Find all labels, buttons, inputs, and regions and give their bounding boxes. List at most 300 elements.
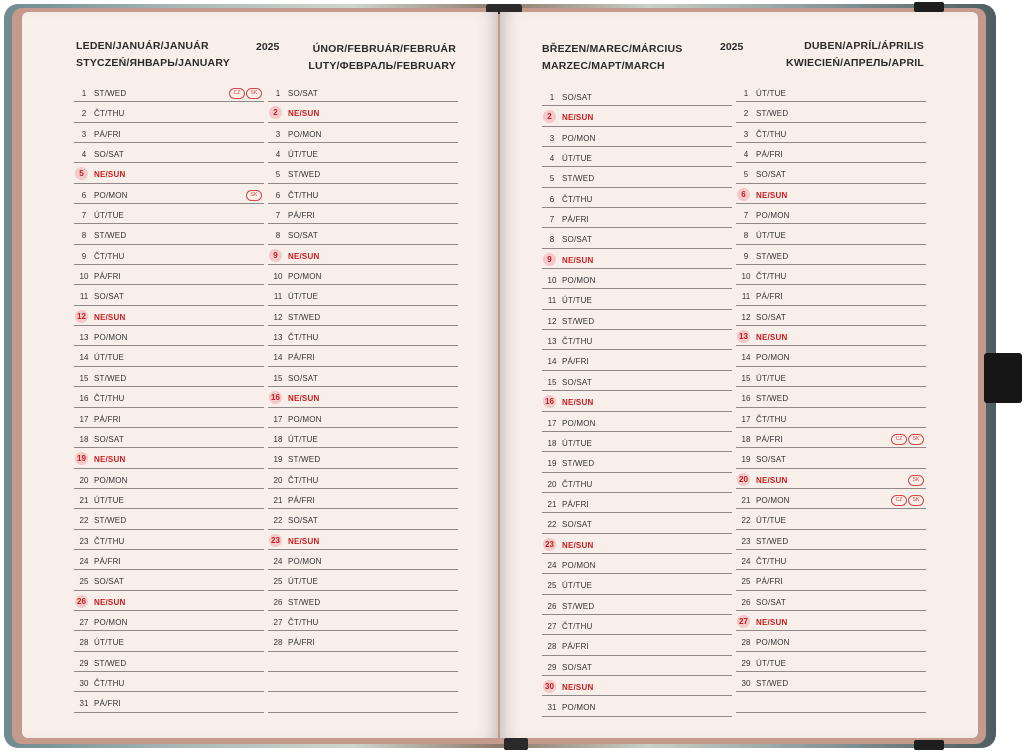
day-number: 29 xyxy=(741,658,751,668)
weekday-label: ST/WED xyxy=(756,251,789,261)
day-number: 3 xyxy=(743,129,749,139)
day-number: 17 xyxy=(741,414,751,424)
day-list-january xyxy=(74,82,264,713)
day-row-sunday[interactable] xyxy=(736,326,926,346)
day-row[interactable] xyxy=(736,102,926,122)
day-row[interactable] xyxy=(74,245,264,265)
day-row[interactable] xyxy=(736,387,926,407)
day-row[interactable] xyxy=(736,367,926,387)
day-number: 6 xyxy=(549,194,555,204)
day-row[interactable] xyxy=(736,428,926,448)
right-page xyxy=(500,12,978,738)
weekday-label: PO/MON xyxy=(562,276,596,286)
weekday-label: ČT/THU xyxy=(94,678,125,688)
day-number: 28 xyxy=(79,638,89,648)
bookmark-ribbon-end xyxy=(504,738,528,750)
weekday-label: ÚT/TUE xyxy=(756,89,787,98)
day-row[interactable] xyxy=(736,530,926,550)
month-header-january xyxy=(76,38,230,72)
day-number: 3 xyxy=(549,133,555,143)
day-number: 20 xyxy=(547,479,557,489)
day-number: 5 xyxy=(743,170,749,180)
month-header-march xyxy=(542,41,683,75)
day-row[interactable] xyxy=(542,696,732,716)
day-row[interactable] xyxy=(74,265,264,285)
day-row[interactable] xyxy=(542,554,732,574)
day-row[interactable] xyxy=(74,408,264,428)
day-row[interactable] xyxy=(268,631,458,651)
weekday-label: PO/MON xyxy=(94,475,128,485)
day-number: 17 xyxy=(273,414,283,424)
weekday-label: NE/SUN xyxy=(288,109,320,119)
day-number: 17 xyxy=(547,418,557,428)
day-row[interactable] xyxy=(74,123,264,143)
day-number: 24 xyxy=(273,556,283,566)
day-row[interactable] xyxy=(74,489,264,509)
day-number: 14 xyxy=(79,353,89,363)
day-row[interactable] xyxy=(736,550,926,570)
day-number: 9 xyxy=(81,251,87,261)
day-row-sunday[interactable] xyxy=(268,245,458,265)
weekday-label: NE/SUN xyxy=(94,312,126,322)
weekday-label: ST/WED xyxy=(288,455,321,465)
weekday-label: NE/SUN xyxy=(756,190,788,200)
day-row-sunday[interactable] xyxy=(542,391,732,411)
day-row[interactable] xyxy=(74,184,264,204)
day-row[interactable] xyxy=(74,346,264,366)
day-number: 27 xyxy=(273,617,283,627)
day-row[interactable] xyxy=(736,265,926,285)
day-row-sunday[interactable] xyxy=(74,591,264,611)
day-row-sunday[interactable] xyxy=(74,306,264,326)
day-number: 5 xyxy=(549,174,555,184)
day-number: 29 xyxy=(547,662,557,672)
day-row[interactable] xyxy=(268,224,458,244)
day-row[interactable] xyxy=(542,513,732,533)
weekday-label: ST/WED xyxy=(94,89,127,98)
day-row[interactable] xyxy=(268,346,458,366)
day-row[interactable] xyxy=(268,367,458,387)
day-number: 7 xyxy=(549,215,555,225)
day-number: 13 xyxy=(737,330,750,343)
weekday-label: ÚT/TUE xyxy=(756,373,787,383)
day-row[interactable] xyxy=(736,224,926,244)
day-row[interactable] xyxy=(74,387,264,407)
day-row[interactable] xyxy=(74,204,264,224)
day-row[interactable] xyxy=(736,346,926,366)
day-number: 27 xyxy=(737,615,750,628)
day-row[interactable] xyxy=(542,310,732,330)
weekday-label: SO/SAT xyxy=(288,231,318,241)
day-number: 31 xyxy=(547,703,557,713)
day-row[interactable] xyxy=(542,269,732,289)
weekday-label: PO/MON xyxy=(756,211,790,221)
day-row-sunday[interactable] xyxy=(74,163,264,183)
weekday-label: ST/WED xyxy=(288,312,321,322)
day-number: 3 xyxy=(275,129,281,139)
day-number: 19 xyxy=(741,455,751,465)
day-row[interactable] xyxy=(542,493,732,513)
day-number: 7 xyxy=(743,211,749,221)
weekday-label: ČT/THU xyxy=(562,194,593,204)
day-row[interactable] xyxy=(268,204,458,224)
day-row[interactable] xyxy=(74,652,264,672)
day-number: 15 xyxy=(547,377,557,387)
holiday-badge-icon: CZ xyxy=(891,434,907,445)
weekday-label: ST/WED xyxy=(756,678,789,688)
day-row[interactable] xyxy=(736,489,926,509)
day-row[interactable] xyxy=(74,509,264,529)
day-row[interactable] xyxy=(268,692,458,712)
weekday-label: NE/SUN xyxy=(756,617,788,627)
day-number: 11 xyxy=(547,296,557,306)
day-number: 2 xyxy=(81,109,87,119)
day-number: 10 xyxy=(741,272,751,282)
day-row[interactable] xyxy=(74,631,264,651)
weekday-label: SO/SAT xyxy=(94,577,124,587)
weekday-label: PO/MON xyxy=(94,617,128,627)
day-number: 9 xyxy=(543,253,556,266)
weekday-label: NE/SUN xyxy=(288,394,320,404)
day-number: 1 xyxy=(549,93,555,102)
day-row-sunday[interactable] xyxy=(268,102,458,122)
holiday-badges xyxy=(890,494,924,506)
day-number: 8 xyxy=(743,231,749,241)
day-row[interactable] xyxy=(268,489,458,509)
day-row[interactable] xyxy=(74,224,264,244)
day-row[interactable] xyxy=(542,615,732,635)
day-number: 25 xyxy=(79,577,89,587)
day-number: 7 xyxy=(275,211,281,221)
day-row[interactable] xyxy=(736,408,926,428)
holiday-badge-icon: SK xyxy=(908,475,924,486)
weekday-label: ČT/THU xyxy=(288,475,319,485)
holiday-badges xyxy=(890,433,924,445)
weekday-label: ST/WED xyxy=(288,170,321,180)
day-number: 13 xyxy=(79,333,89,343)
day-row[interactable] xyxy=(74,428,264,448)
year-label: 2025 xyxy=(256,41,280,53)
weekday-label: NE/SUN xyxy=(562,682,594,692)
day-number: 12 xyxy=(75,310,88,323)
weekday-label: ST/WED xyxy=(756,394,789,404)
day-number: 20 xyxy=(273,475,283,485)
weekday-label: ČT/THU xyxy=(94,109,125,119)
day-row[interactable] xyxy=(542,208,732,228)
day-row[interactable] xyxy=(736,245,926,265)
day-row[interactable] xyxy=(736,692,926,712)
month-title-line2: LUTY/ФЕВРАЛЬ/FEBRUARY xyxy=(308,60,456,72)
weekday-label: SO/SAT xyxy=(562,520,592,530)
weekday-label: ÚT/TUE xyxy=(756,658,787,668)
weekday-label: ČT/THU xyxy=(562,337,593,347)
month-title-line1: ÚNOR/FEBRUÁR/FEBRUÁR xyxy=(312,43,456,55)
day-number: 4 xyxy=(549,154,555,164)
weekday-label: NE/SUN xyxy=(288,536,320,546)
month-title-line1: BŘEZEN/MAREC/MÁRCIUS xyxy=(542,43,683,55)
day-row-sunday[interactable] xyxy=(736,469,926,489)
closure-elastic-band xyxy=(984,353,1022,403)
day-row[interactable] xyxy=(74,570,264,590)
day-row[interactable] xyxy=(268,265,458,285)
weekday-label: ST/WED xyxy=(288,597,321,607)
day-row[interactable] xyxy=(542,635,732,655)
weekday-label: ST/WED xyxy=(756,109,789,119)
day-row[interactable] xyxy=(736,570,926,590)
day-row[interactable] xyxy=(74,550,264,570)
day-row[interactable] xyxy=(542,412,732,432)
day-row[interactable] xyxy=(736,591,926,611)
weekday-label: SO/SAT xyxy=(756,312,786,322)
day-row-sunday[interactable] xyxy=(268,387,458,407)
day-row[interactable] xyxy=(542,86,732,106)
day-row[interactable] xyxy=(268,184,458,204)
day-row[interactable] xyxy=(736,672,926,692)
day-number: 19 xyxy=(75,452,88,465)
day-row[interactable] xyxy=(736,448,926,468)
day-row[interactable] xyxy=(268,123,458,143)
day-row[interactable] xyxy=(736,652,926,672)
weekday-label: SO/SAT xyxy=(288,89,318,98)
day-row[interactable] xyxy=(268,570,458,590)
day-number: 24 xyxy=(741,556,751,566)
day-number: 21 xyxy=(547,499,557,509)
day-number: 5 xyxy=(275,170,281,180)
day-number: 8 xyxy=(549,235,555,245)
day-row[interactable] xyxy=(736,285,926,305)
weekday-label: ST/WED xyxy=(94,658,127,668)
weekday-label: ČT/THU xyxy=(756,272,787,282)
day-row[interactable] xyxy=(542,656,732,676)
day-number: 20 xyxy=(79,475,89,485)
day-row[interactable] xyxy=(268,591,458,611)
holiday-badges xyxy=(245,189,262,201)
day-row-sunday[interactable] xyxy=(74,448,264,468)
day-number: 18 xyxy=(547,438,557,448)
holiday-badge-icon: CZ xyxy=(891,495,907,506)
day-row[interactable] xyxy=(268,143,458,163)
day-row[interactable] xyxy=(74,367,264,387)
day-row[interactable] xyxy=(542,432,732,452)
weekday-label: ČT/THU xyxy=(288,190,319,200)
day-row-sunday[interactable] xyxy=(542,534,732,554)
day-number: 14 xyxy=(273,353,283,363)
day-row[interactable] xyxy=(542,473,732,493)
day-row-sunday[interactable] xyxy=(542,249,732,269)
day-number: 2 xyxy=(743,109,749,119)
weekday-label: SO/SAT xyxy=(288,516,318,526)
day-row[interactable] xyxy=(736,509,926,529)
day-row[interactable] xyxy=(542,574,732,594)
weekday-label: PO/MON xyxy=(562,133,596,143)
weekday-label: PÁ/FRI xyxy=(288,495,315,505)
day-list-april xyxy=(736,82,926,713)
day-number: 22 xyxy=(741,516,751,526)
weekday-label: PÁ/FRI xyxy=(94,272,121,282)
day-row-sunday[interactable] xyxy=(542,106,732,126)
day-row[interactable] xyxy=(542,595,732,615)
day-row[interactable] xyxy=(74,102,264,122)
day-row[interactable] xyxy=(736,123,926,143)
day-number: 28 xyxy=(741,638,751,648)
day-row[interactable] xyxy=(268,82,458,102)
month-header-april xyxy=(736,38,924,72)
weekday-label: PÁ/FRI xyxy=(756,150,783,160)
weekday-label: PO/MON xyxy=(756,638,790,648)
day-number: 3 xyxy=(81,129,87,139)
day-number: 1 xyxy=(743,89,749,98)
day-number: 8 xyxy=(275,231,281,241)
day-row[interactable] xyxy=(74,530,264,550)
day-row[interactable] xyxy=(542,228,732,248)
day-number: 19 xyxy=(547,459,557,469)
day-number: 28 xyxy=(547,642,557,652)
day-row-sunday[interactable] xyxy=(736,184,926,204)
day-list-february xyxy=(268,82,458,713)
day-row[interactable] xyxy=(736,306,926,326)
weekday-label: PÁ/FRI xyxy=(756,292,783,302)
day-number: 10 xyxy=(547,276,557,286)
holiday-badge-icon: SK xyxy=(908,434,924,445)
day-row[interactable] xyxy=(542,371,732,391)
day-number: 24 xyxy=(547,560,557,570)
weekday-label: PÁ/FRI xyxy=(562,357,589,367)
weekday-label: ÚT/TUE xyxy=(94,495,125,505)
weekday-label: NE/SUN xyxy=(562,113,594,123)
day-row[interactable] xyxy=(542,167,732,187)
day-row[interactable] xyxy=(74,285,264,305)
day-row[interactable] xyxy=(74,692,264,712)
weekday-label: ÚT/TUE xyxy=(94,211,125,221)
day-row[interactable] xyxy=(74,143,264,163)
day-number: 19 xyxy=(273,455,283,465)
weekday-label: NE/SUN xyxy=(756,475,788,485)
weekday-label: ÚT/TUE xyxy=(288,150,319,160)
day-row[interactable] xyxy=(74,82,264,102)
day-number: 12 xyxy=(547,316,557,326)
day-number: 18 xyxy=(79,434,89,444)
holiday-badge-icon: SK xyxy=(246,88,262,99)
day-row[interactable] xyxy=(542,188,732,208)
day-row[interactable] xyxy=(542,147,732,167)
day-number: 18 xyxy=(741,434,751,444)
month-title-line2: MARZEC/МАРТ/MARCH xyxy=(542,60,665,72)
day-number: 2 xyxy=(269,106,282,119)
day-number: 26 xyxy=(547,601,557,611)
weekday-label: ÚT/TUE xyxy=(94,353,125,363)
day-row[interactable] xyxy=(268,306,458,326)
day-row-sunday[interactable] xyxy=(736,611,926,631)
day-row[interactable] xyxy=(542,289,732,309)
day-row[interactable] xyxy=(268,285,458,305)
day-row[interactable] xyxy=(542,330,732,350)
day-row[interactable] xyxy=(74,326,264,346)
weekday-label: PÁ/FRI xyxy=(562,215,589,225)
day-number: 15 xyxy=(79,373,89,383)
holiday-badge-icon: CZ xyxy=(229,88,245,99)
day-row[interactable] xyxy=(736,631,926,651)
weekday-label: ČT/THU xyxy=(94,394,125,404)
month-title-line2: KWIECIEŃ/АПРЕЛЬ/APRIL xyxy=(786,57,924,69)
day-row[interactable] xyxy=(268,163,458,183)
day-row[interactable] xyxy=(268,652,458,672)
day-row[interactable] xyxy=(74,672,264,692)
day-row[interactable] xyxy=(268,611,458,631)
weekday-label: ÚT/TUE xyxy=(288,434,319,444)
weekday-label: PÁ/FRI xyxy=(756,434,783,444)
day-row[interactable] xyxy=(736,143,926,163)
weekday-label: PÁ/FRI xyxy=(288,211,315,221)
year-label: 2025 xyxy=(720,41,744,53)
day-number: 13 xyxy=(273,333,283,343)
day-row[interactable] xyxy=(268,326,458,346)
day-number: 7 xyxy=(81,211,87,221)
day-row[interactable] xyxy=(736,82,926,102)
weekday-label: NE/SUN xyxy=(562,540,594,550)
day-number: 17 xyxy=(79,414,89,424)
day-row[interactable] xyxy=(268,448,458,468)
weekday-label: SO/SAT xyxy=(94,434,124,444)
weekday-label: ČT/THU xyxy=(562,479,593,489)
day-row[interactable] xyxy=(268,469,458,489)
weekday-label: NE/SUN xyxy=(94,455,126,465)
day-row[interactable] xyxy=(542,350,732,370)
day-number: 23 xyxy=(269,534,282,547)
day-number: 16 xyxy=(543,395,556,408)
day-number: 21 xyxy=(741,495,751,505)
weekday-label: PO/MON xyxy=(562,560,596,570)
day-row[interactable] xyxy=(268,428,458,448)
day-number: 4 xyxy=(743,150,749,160)
day-row-sunday[interactable] xyxy=(542,676,732,696)
weekday-label: PÁ/FRI xyxy=(562,642,589,652)
day-row[interactable] xyxy=(268,550,458,570)
day-number: 2 xyxy=(543,110,556,123)
weekday-label: PO/MON xyxy=(756,495,790,505)
day-number: 22 xyxy=(79,516,89,526)
weekday-label: ÚT/TUE xyxy=(562,296,593,306)
day-number: 10 xyxy=(273,272,283,282)
day-row[interactable] xyxy=(268,509,458,529)
day-row[interactable] xyxy=(542,452,732,472)
weekday-label: NE/SUN xyxy=(756,333,788,343)
day-number: 23 xyxy=(741,536,751,546)
weekday-label: PO/MON xyxy=(288,414,322,424)
weekday-label: PO/MON xyxy=(288,556,322,566)
day-row[interactable] xyxy=(74,611,264,631)
day-row[interactable] xyxy=(268,408,458,428)
weekday-label: SO/SAT xyxy=(288,373,318,383)
day-row[interactable] xyxy=(542,127,732,147)
weekday-label: SO/SAT xyxy=(562,377,592,387)
weekday-label: PÁ/FRI xyxy=(94,129,121,139)
day-number: 4 xyxy=(81,150,87,160)
day-row[interactable] xyxy=(74,469,264,489)
day-row[interactable] xyxy=(736,163,926,183)
day-row[interactable] xyxy=(736,204,926,224)
day-number: 26 xyxy=(741,597,751,607)
day-row[interactable] xyxy=(268,672,458,692)
weekday-label: SO/SAT xyxy=(562,235,592,245)
day-number: 30 xyxy=(741,678,751,688)
weekday-label: ST/WED xyxy=(756,536,789,546)
weekday-label: PÁ/FRI xyxy=(288,353,315,363)
day-number: 6 xyxy=(275,190,281,200)
weekday-label: PÁ/FRI xyxy=(94,414,121,424)
holiday-badges xyxy=(228,87,262,99)
day-number: 31 xyxy=(79,699,89,709)
day-row-sunday[interactable] xyxy=(268,530,458,550)
